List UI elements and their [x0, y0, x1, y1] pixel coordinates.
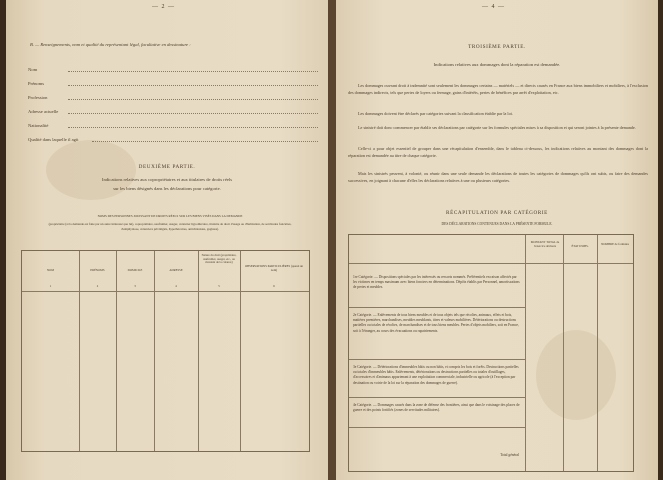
column-number: 2 [96, 284, 99, 288]
field-label: Nationalité [28, 123, 49, 128]
paragraph: Celle-ci a pour objet essentiel de grouper dans une récapitulation d'ensemble, dans le tableau ci-dessous, les indications relatives au montant des dommages dont la réparation est demandée au titre de chaque catégorie. [348, 146, 648, 158]
column-rule [240, 251, 241, 451]
column-rule [154, 251, 155, 451]
field-nom[interactable] [28, 64, 318, 74]
column-header-nom: NOM [46, 268, 54, 272]
header-rule [349, 263, 633, 264]
column-number: 5 [218, 284, 220, 288]
category-row-4: 4e Catégorie. — Dommages causés dans la zone de défense des frontières, ainsi que dans le voisinage des places de guerre et des points fortifiés (zones de servitudes militaires). [353, 403, 520, 413]
right-page [336, 0, 658, 480]
paragraph: Mais les sinistrés peuvent, à volonté, ou réunir dans une seule demande les déclarations de toutes les catégories de dommages qu'ils ont subis, ou faire des demandes successives, en joignant à chacune d'elles les déclarations relatives à une ou plusieurs catégories. [348, 171, 648, 183]
row-rule [349, 427, 525, 428]
header-rule [22, 291, 309, 292]
column-rule [525, 235, 526, 471]
recap-table [348, 234, 634, 472]
field-label: Adresse actuelle [28, 109, 59, 114]
section-heading-2: DEUXIÈME PARTIE. [138, 164, 196, 170]
category-row-2: 2e Catégorie. — Enlèvements de tous biens meubles et de tous objets tels que récoltes, animaux, effets et bois, matières premières, marchandises, meubles meublants, titres et valeurs mobilières. Détériorations ou destructions partielles ou totales de récoltes, de marchandises et de tous biens meubles. Pertes d'objets mobiliers, soit en France, soit à l'étranger, au cours des évacuations ou rapatriements. [353, 313, 519, 333]
section-heading-3: TROISIÈME PARTIE. [468, 44, 526, 50]
row-rule [349, 359, 525, 360]
field-line [68, 113, 318, 114]
column-rule [116, 251, 117, 451]
coowners-table [21, 250, 310, 452]
column-number: 3 [134, 284, 136, 288]
column-rule [563, 235, 564, 471]
field-line [92, 141, 318, 142]
field-label: Nom [28, 67, 38, 72]
column-rule [79, 251, 80, 451]
field-profession[interactable] [28, 92, 318, 102]
column-header-nature: Nature du droit (propriétaire, usufruitier, usager, etc., ou montant de la créance) [201, 253, 237, 265]
column-number: 6 [273, 284, 275, 288]
paragraph: Les dommages doivent être déclarés par catégories suivant la classification établie par la loi. [358, 111, 513, 116]
section-subheading: sur les biens désignés dans les déclarations pour catégorie. [113, 186, 221, 191]
section-subheading: Indications relatives aux copropriétaires et aux titulaires de droits réels [102, 177, 232, 182]
total-label: Total général [500, 453, 519, 457]
column-number: 1 [49, 284, 52, 288]
recap-title: RÉCAPITULATION PAR CATÉGORIE [446, 210, 548, 216]
field-label: Qualité dans laquelle il agit [28, 137, 79, 142]
recap-subtitle: DES DÉCLARATIONS CONTENUES DANS LA PRÉSENTE FORMULE. [441, 222, 553, 226]
column-rule [198, 251, 199, 451]
left-page [6, 0, 328, 480]
category-row-1: 1re Catégorie. — Dispositions spéciales par les intéressés ou ressorts nommés. Préférentiels en raison affectés par les victimes en temps maximum avec biens fonciers en déterminations. Dépôts établis par Personnel, amortissations de pertes et meubles. [353, 275, 520, 290]
column-header-prenoms: PRÉNOMS [90, 268, 105, 272]
paragraph: Le sinistré doit donc commencer par établir ses déclarations par catégorie sur les formules spéciales mises à sa disposition et qui seront jointes à la présente demande. [358, 125, 636, 130]
field-line [68, 127, 318, 128]
binding-fold [328, 0, 336, 480]
field-line [68, 85, 318, 86]
field-label: Profession [28, 95, 48, 100]
section-b-label: B. — Renseignements, nom et qualité du représentant légal, facultative en dessinature : [30, 42, 191, 47]
paragraph: Les dommages ouvrant droit à indemnité sont seulement les dommages certains — matériels — et directs causés en France aux biens immobiliers et mobiliers, à l'exclusion des dommages indirects, tels que pertes de loyers ou fermage, gains d'intérêts, pertes de bénéfices par arrêt d'exploitation, etc. [348, 83, 648, 95]
row-rule [349, 397, 525, 398]
field-adresse[interactable] [28, 106, 318, 116]
category-row-3: 3e Catégorie. — Détériorations d'immeubles bâtis ou non bâtis, et compris les bois et forêts. Destructions partielles ou totales d'immeubles bâtis. Enlèvements, détériorations ou destructions partielles ou totales d'outillages, d'accessoires et d'animaux appartenant à une exploitation commerciale, industrielle ou agricole (à l'exception par destination ou voirie de la loi sur la réparation des dommages de guerre). [353, 365, 519, 385]
field-label: Prénoms [28, 81, 45, 86]
field-prenoms[interactable] [28, 78, 318, 88]
column-header-domicile: DOMICILE [127, 268, 143, 272]
field-line [68, 99, 318, 100]
paper-stain [46, 140, 136, 200]
table-caption-detail: (propriétaire (si la demande est faite par un autre intéressé que lui), copropriétaire, usufruitier, usager, créancier hypothécaire, titulaire de droit d'usage ou d'habitation, de servitudes foncières, d'emphytéose, créanciers privilégiés, hypothécaires, antichrésistes, gagistes). [48, 222, 292, 231]
page-number-right: — 4 — [482, 4, 505, 10]
field-line [68, 71, 318, 72]
column-number: 4 [175, 284, 177, 288]
column-header-nombre: NOMBRE de formules [601, 242, 629, 246]
column-header-montant: MONTANT TOTAL de l'exercice déclarée [530, 240, 560, 248]
row-rule [349, 307, 525, 308]
column-header-etat: ÉTAT D'OBS. [571, 244, 589, 248]
column-header-adresse: ADRESSE [169, 268, 183, 272]
page-number-left: — 2 — [152, 4, 175, 10]
column-header-observations: OBSERVATIONS PARTICULIÈRES (quand un nom) [244, 264, 303, 272]
column-rule [597, 235, 598, 471]
field-nationalite[interactable] [28, 120, 318, 130]
field-qualite[interactable] [28, 134, 318, 144]
table-caption: NOMS DES PERSONNES JOUISSANT DE DROITS RÉELS SUR LES BIENS VISÉS DANS LA DEMANDE [97, 214, 243, 218]
section-subheading: Indications relatives aux dommages dont la réparation est demandée. [433, 62, 561, 67]
